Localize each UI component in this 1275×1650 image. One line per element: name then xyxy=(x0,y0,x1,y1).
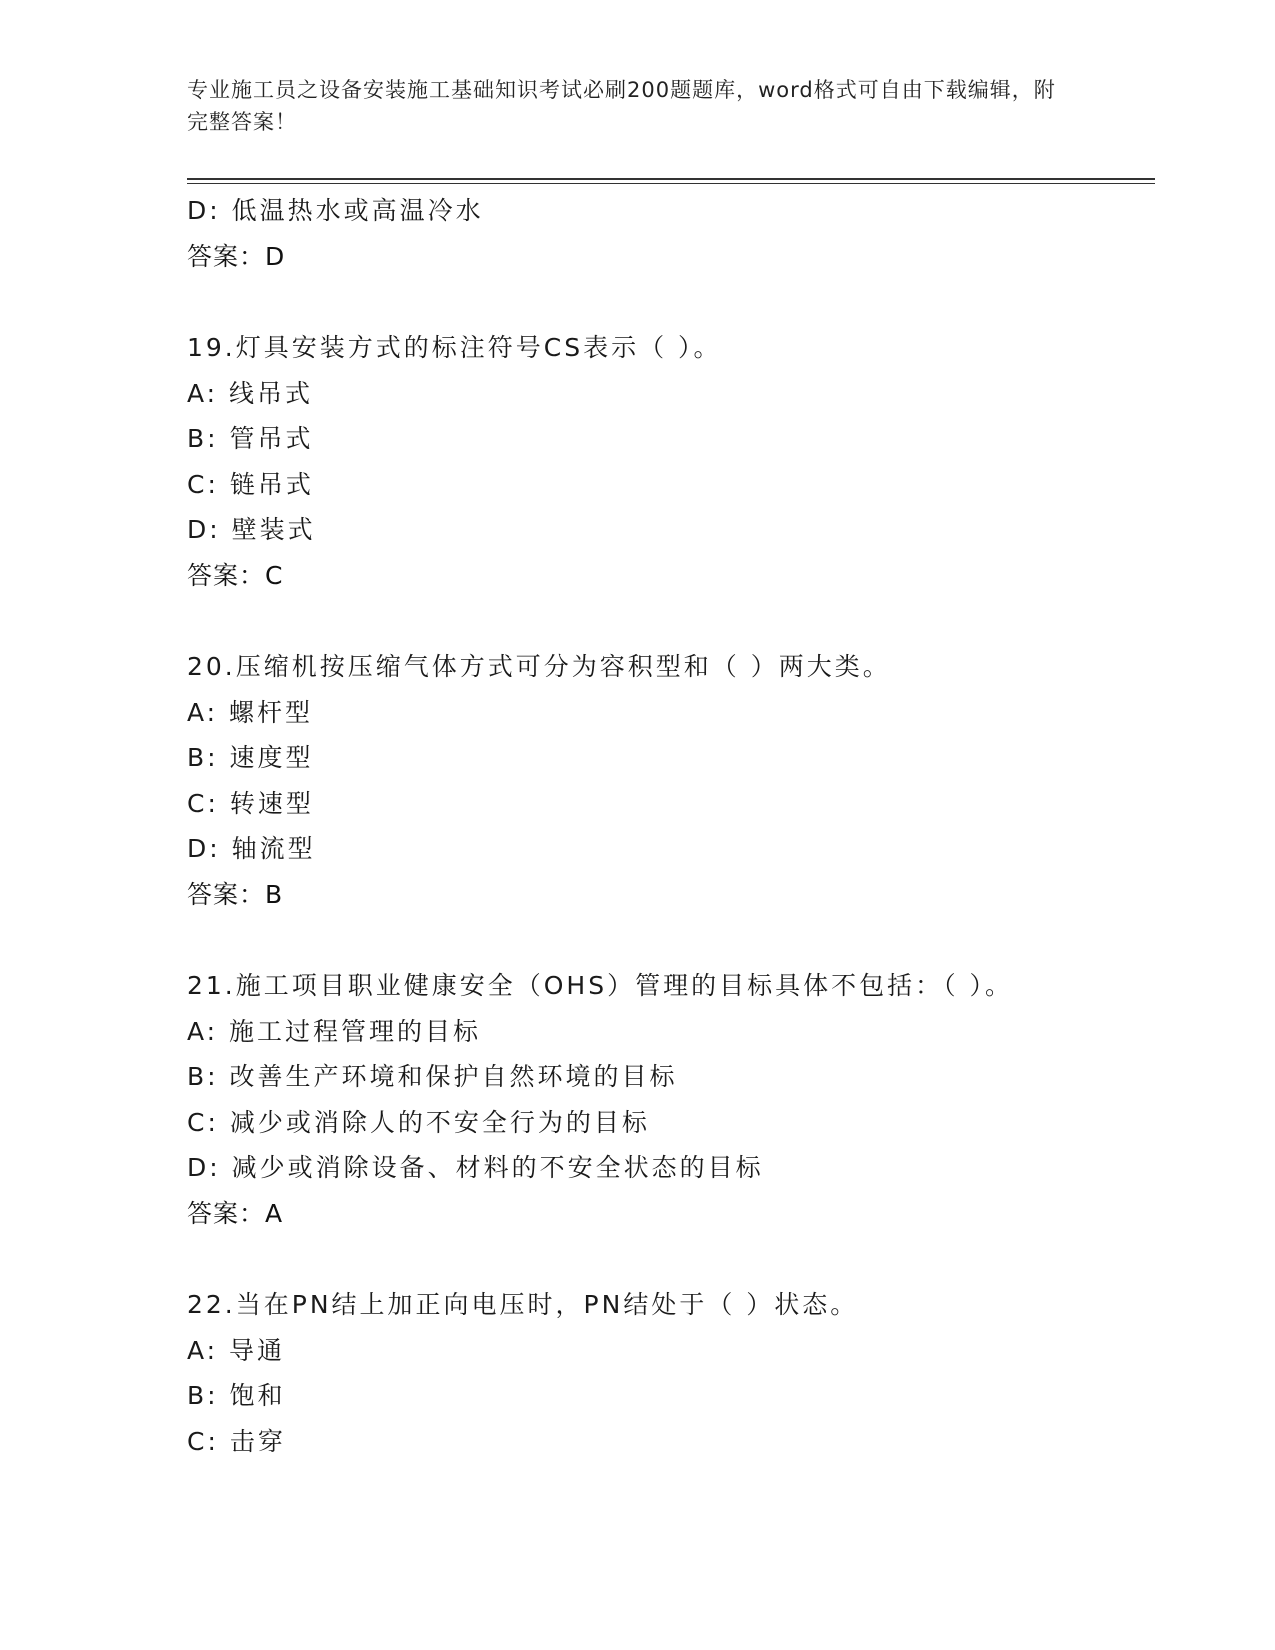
header-divider-thick xyxy=(187,178,1155,180)
option-d: D: 轴流型 xyxy=(187,834,316,863)
option-c: C: 转速型 xyxy=(187,788,314,818)
option-c: C: 减少或消除人的不安全行为的目标 xyxy=(187,1107,650,1137)
question-21 xyxy=(187,963,1147,1236)
question-list xyxy=(187,188,1147,1464)
document-header: 专业施工员之设备安装施工基础知识考试必刷200题题库，word格式可自由下载编辑，附完整答案！ xyxy=(187,78,1056,134)
answer-line: 答案：C xyxy=(187,560,284,590)
question-stem: 21.施工项目职业健康安全（OHS）管理的目标具体不包括：（ ）。 xyxy=(187,971,1014,1000)
answer-line: 答案：B xyxy=(187,879,284,909)
option-d: D: 减少或消除设备、材料的不安全状态的目标 xyxy=(187,1153,764,1182)
option-a: A: 导通 xyxy=(187,1335,286,1365)
question-stem: 22.当在PN结上加正向电压时，PN结处于（ ）状态。 xyxy=(187,1290,859,1319)
partial-question-18 xyxy=(187,188,1147,279)
option-c: C: 链吊式 xyxy=(187,469,314,499)
option-b: B: 改善生产环境和保护自然环境的目标 xyxy=(187,1062,678,1091)
answer-line: 答案：A xyxy=(187,1198,284,1228)
header-divider-thin xyxy=(187,183,1155,184)
option-a: A: 螺杆型 xyxy=(187,697,314,727)
question-19 xyxy=(187,325,1147,598)
question-stem: 19.灯具安装方式的标注符号CS表示（ ）。 xyxy=(187,333,722,362)
option-b: B: 管吊式 xyxy=(187,424,314,453)
question-22 xyxy=(187,1282,1147,1464)
answer-line: 答案：D xyxy=(187,241,286,271)
question-stem: 20.压缩机按压缩气体方式可分为容积型和（ ）两大类。 xyxy=(187,652,891,681)
option-d: D: 低温热水或高温冷水 xyxy=(187,196,484,225)
option-a: A: 线吊式 xyxy=(187,378,314,408)
option-c: C: 击穿 xyxy=(187,1426,286,1456)
option-d: D: 壁装式 xyxy=(187,515,316,544)
question-20 xyxy=(187,644,1147,917)
option-b: B: 饱和 xyxy=(187,1381,286,1410)
option-b: B: 速度型 xyxy=(187,743,314,772)
option-a: A: 施工过程管理的目标 xyxy=(187,1016,482,1046)
